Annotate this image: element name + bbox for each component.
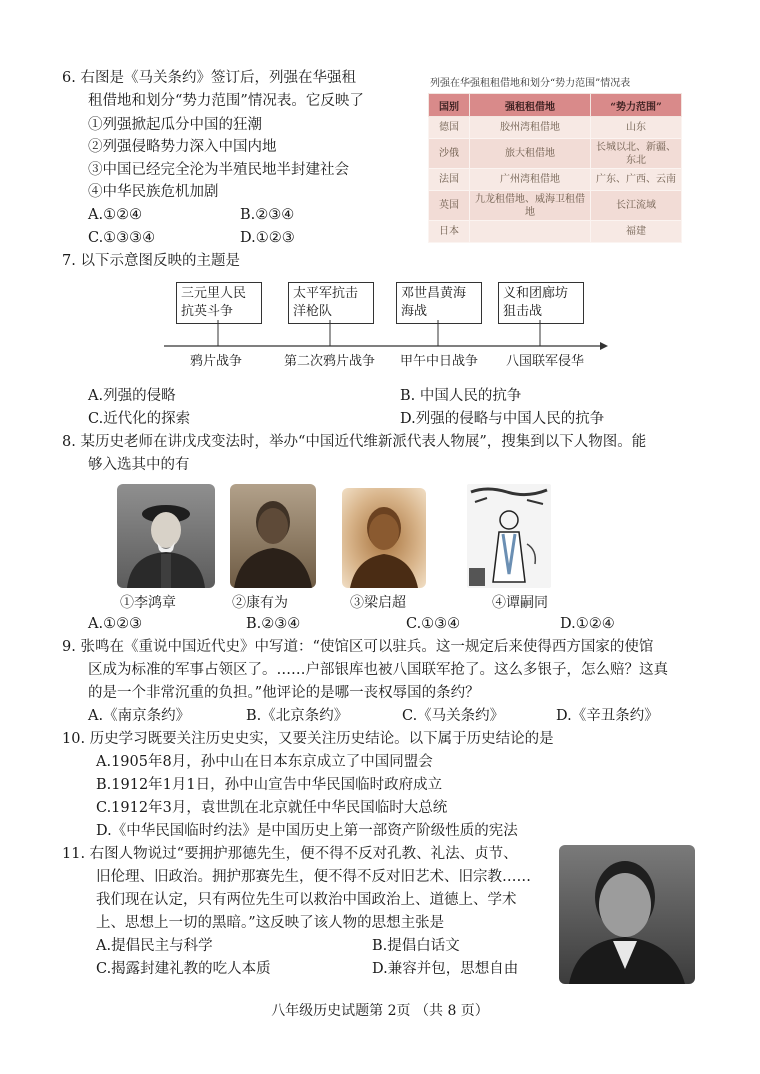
- q9-choice-a: A.《南京条约》: [88, 708, 191, 724]
- q6-choice-d: D.①②③: [240, 230, 295, 246]
- table-cell: [470, 221, 591, 243]
- table-cell: 山东: [591, 117, 682, 139]
- q6-option-3: ③中国已经完全沦为半殖民地半封建社会: [88, 162, 349, 178]
- portrait-li-hongzhang: [117, 484, 215, 588]
- table-cell: 长城以北、新疆、东北: [591, 139, 682, 169]
- q10-choice-b: B.1912年1月1日，孙中山宣告中华民国临时政府成立: [96, 777, 443, 793]
- q8-stem-line2: 够入选其中的有: [88, 457, 190, 473]
- q9-stem-line1: 9. 张鸣在《重说中国近代史》中写道：“使馆区可以驻兵。这一规定后来使得西方国家的使馆: [62, 639, 654, 655]
- q6-choice-c: C.①③③④: [88, 230, 156, 246]
- q8-choice-d: D.①②④: [560, 616, 615, 632]
- portrait-caption-1: ①李鸿章: [120, 595, 176, 611]
- table-cell: 日本: [429, 221, 470, 243]
- q8-choice-b: B.②③④: [246, 616, 301, 632]
- table-cell: 广东、广西、云南: [591, 169, 682, 191]
- q9-choice-d: D.《辛丑条约》: [556, 708, 659, 724]
- q6-choice-a: A.①②④: [88, 207, 143, 223]
- timeline-box-1: 三元里人民抗英斗争: [176, 282, 262, 324]
- portrait-figure-icon: [117, 484, 215, 588]
- timeline-label-1: 鸦片战争: [190, 354, 243, 369]
- timeline-label-2: 第二次鸦片战争: [284, 354, 376, 369]
- q6-option-4: ④中华民族危机加剧: [88, 184, 219, 200]
- portrait-caption-4: ④谭嗣同: [492, 595, 548, 611]
- table-header: “势力范围”: [591, 94, 682, 117]
- portrait-caption-2: ②康有为: [232, 595, 288, 611]
- page-footer: 八年级历史试题第 2页 （共 8 页）: [271, 1003, 489, 1019]
- q11-choice-d: D.兼容并包，思想自由: [372, 961, 519, 977]
- q6-option-1: ①列强掀起瓜分中国的狂潮: [88, 117, 262, 133]
- q11-choice-a: A.提倡民主与科学: [96, 938, 213, 954]
- q9-choice-b: B.《北京条约》: [246, 708, 349, 724]
- sketch-figure-icon: [467, 484, 551, 588]
- q6-choice-b: B.②③④: [240, 207, 295, 223]
- portrait-chen-duxiu: [559, 845, 695, 984]
- q7-stem: 7. 以下示意图反映的主题是: [62, 253, 240, 269]
- q6-option-2: ②列强侵略势力深入中国内地: [88, 139, 277, 155]
- q6-stem-line1: 6. 右图是《马关条约》签订后，列强在华强租: [62, 70, 356, 86]
- table-header: 国别: [429, 94, 470, 117]
- q10-choice-d: D.《中华民国临时约法》是中国历史上第一部资产阶级性质的宪法: [96, 823, 518, 839]
- q11-stem-line2: 旧伦理、旧政治。拥护那赛先生，便不得不反对旧艺术、旧宗教……: [96, 869, 531, 885]
- portrait-tan-sitong: [467, 484, 551, 588]
- q8-choice-c: C.①③④: [406, 616, 461, 632]
- q11-stem-line1: 11. 右图人物说过“要拥护那德先生，便不得不反对孔教、礼法、贞节、: [62, 846, 518, 862]
- q10-choice-c: C.1912年3月，袁世凯在北京就任中华民国临时大总统: [96, 800, 448, 816]
- table-cell: 德国: [429, 117, 470, 139]
- table-cell: 英国: [429, 191, 470, 221]
- q8-stem-line1: 8. 某历史老师在讲戊戌变法时，举办“中国近代维新派代表人物展”，搜集到以下人物图。能: [62, 434, 647, 450]
- portrait-figure-icon: [559, 845, 695, 984]
- table-cell: 旅大租借地: [470, 139, 591, 169]
- portrait-caption-3: ③梁启超: [350, 595, 406, 611]
- portrait-liang-qichao: [342, 488, 426, 588]
- q7-choice-c: C.近代化的探索: [88, 411, 191, 427]
- table-cell: 九龙租借地、威海卫租借地: [470, 191, 591, 221]
- table-cell: 沙俄: [429, 139, 470, 169]
- q8-choice-a: A.①②③: [88, 616, 143, 632]
- table-cell: 福建: [591, 221, 682, 243]
- portrait-figure-icon: [342, 488, 426, 588]
- timeline-label-4: 八国联军侵华: [506, 354, 585, 369]
- table-cell: 广州湾租借地: [470, 169, 591, 191]
- timeline-arrow: [160, 318, 610, 350]
- timeline-box-4: 义和团廊坊狙击战: [498, 282, 584, 324]
- q6-stem-line2: 租借地和划分“势力范围”情况表。它反映了: [88, 93, 364, 109]
- q9-stem-line3: 的是一个非常沉重的负担。”他评论的是哪一丧权辱国的条约？: [88, 685, 480, 701]
- table-header: 强租租借地: [470, 94, 591, 117]
- timeline-box-2: 太平军抗击洋枪队: [288, 282, 374, 324]
- q11-choice-b: B.提倡白话文: [372, 938, 460, 954]
- q9-stem-line2: 区成为标准的军事占领区了。……户部银库也被八国联军抢了。这么多银子，怎么赔？这真: [88, 662, 668, 678]
- q6-table-title: 列强在华强租租借地和划分“势力范围”情况表: [430, 78, 631, 89]
- q9-choice-c: C.《马关条约》: [402, 708, 505, 724]
- q7-choice-a: A.列强的侵略: [88, 388, 176, 404]
- q11-choice-c: C.揭露封建礼教的吃人本质: [96, 961, 271, 977]
- table-cell: 长江流域: [591, 191, 682, 221]
- timeline-label-3: 甲午中日战争: [400, 354, 479, 369]
- q10-stem: 10. 历史学习既要关注历史史实，又要关注历史结论。以下属于历史结论的是: [62, 731, 554, 747]
- q11-stem-line4: 上、思想上一切的黑暗。”这反映了该人物的思想主张是: [96, 915, 445, 931]
- table-cell: 胶州湾租借地: [470, 117, 591, 139]
- timeline-box-3: 邓世昌黄海海战: [396, 282, 482, 324]
- q7-choice-b: B. 中国人民的抗争: [400, 388, 522, 404]
- portrait-kang-youwei: [230, 484, 316, 588]
- table-cell: 法国: [429, 169, 470, 191]
- portrait-figure-icon: [230, 484, 316, 588]
- q7-choice-d: D.列强的侵略与中国人民的抗争: [400, 411, 605, 427]
- q6-spheres-table: [428, 93, 682, 243]
- q11-stem-line3: 我们现在认定，只有两位先生可以救治中国政治上、道德上、学术: [96, 892, 517, 908]
- q10-choice-a: A.1905年8月，孙中山在日本东京成立了中国同盟会: [96, 754, 433, 770]
